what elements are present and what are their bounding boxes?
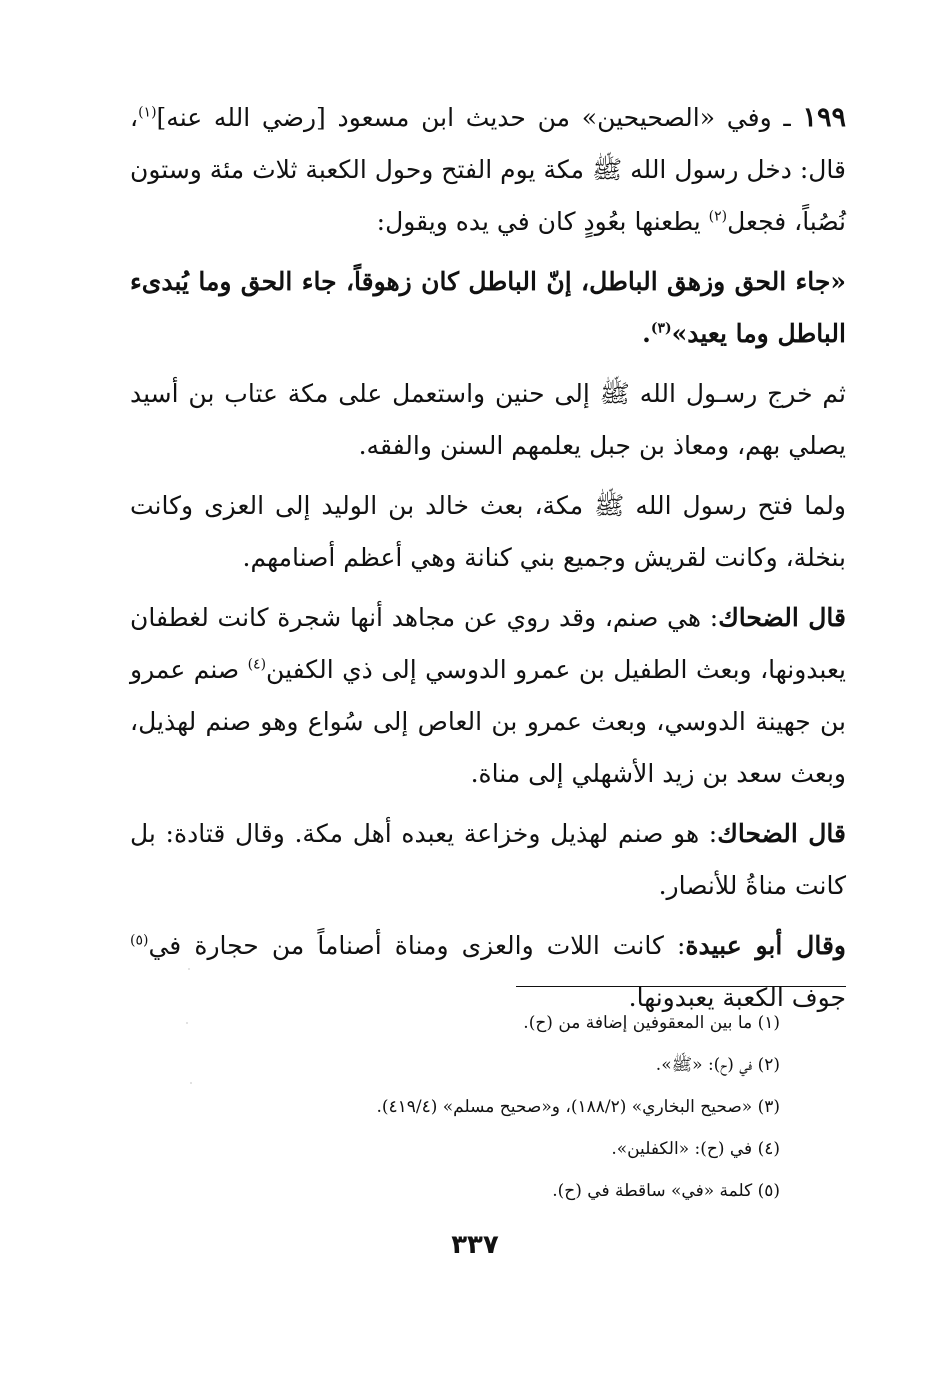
page-number: ٣٣٧ <box>451 1230 499 1260</box>
footnote-ref-1[interactable]: (١) <box>138 104 157 121</box>
paragraph-dahhak-1-text-b: صنم عمرو بن جهينة الدوسي، وبعث عمرو بن العاص إلى سُواع وهو صنم لهذيل، وبعث سعد بن زيد الأشهلي إلى مناة. <box>130 655 846 788</box>
paragraph-dahhak-1-text-a: : هي صنم، وقد روي عن مجاهد أنها شجرة كانت لغطفان يعبدونها، وبعث الطفيل بن عمرو الدوسي إلى ذي الكفين <box>130 603 846 684</box>
footnote-4: (٤) في (ح): «الكفلين». <box>611 1139 780 1159</box>
paragraph-dahhak-1 <box>130 592 846 800</box>
paragraph-abu-ubayda-text-a: : كانت اللات والعزى ومناة أصناماً من حجارة في <box>148 931 686 960</box>
scan-speck <box>190 1082 192 1084</box>
scan-speck <box>186 1022 188 1024</box>
speaker-abu-ubayda: وقال أبو عبيدة <box>685 931 846 960</box>
scan-speck <box>188 968 190 970</box>
hadith-paragraph <box>130 92 846 248</box>
hadith-number: ١٩٩ <box>802 102 847 133</box>
paragraph-dahhak-2 <box>130 808 846 912</box>
hadith-separator: ـ <box>771 103 803 132</box>
paragraph-dahhak-2-text: : هو صنم لهذيل وخزاعة يعبده أهل مكة. وقال قتادة: بل كانت مناةُ للأنصار. <box>130 819 846 900</box>
footnote-ref-5[interactable]: (٥) <box>130 932 149 949</box>
paragraph-uzza: ولما فتح رسول الله ﷺ مكة، بعث خالد بن الوليد إلى العزى وكانت بنخلة، وكانت لقريش وجميع بني كنانة وهي أعظم أصنامهم. <box>130 491 846 572</box>
speaker-dahhak-1: قال الضحاك <box>718 603 846 632</box>
footnote-divider <box>516 986 846 987</box>
speaker-dahhak-2: قال الضحاك <box>717 819 846 848</box>
verse-end: . <box>642 319 651 348</box>
paragraph-hunayn: ثم خرج رسـول الله ﷺ إلى حنين واستعمل على مكة عتاب بن أسيد يصلي بهم، ومعاذ بن جبل يعلمهم السنن والفقه. <box>130 379 846 460</box>
paragraph-abu-ubayda-text-b: جوف الكعبة يعبدونها. <box>628 983 846 1012</box>
footnote-3: (٣) «صحيح البخاري» (١٨٨/٢)، و«صحيح مسلم» (٤١٩/٤). <box>376 1097 780 1117</box>
footnote-ref-2[interactable]: (٢) <box>708 208 728 225</box>
footnote-1: (١) ما بين المعقوفين إضافة من (ح). <box>523 1013 780 1033</box>
footnote-ref-4[interactable]: (٤) <box>247 656 267 673</box>
hadith-text-part-1: وفي «الصحيحين» من حديث ابن مسعود [رضي الله عنه] <box>156 103 772 132</box>
footnote-ref-3[interactable]: (٣) <box>650 320 672 337</box>
footnotes <box>250 1002 780 1212</box>
hadith-text-part-3: يطعنها بعُودٍ كان في يده ويقول: <box>376 207 709 236</box>
quran-verse <box>130 256 846 360</box>
verse-text: «جاء الحق وزهق الباطل، إنّ الباطل كان زهوقاً، جاء الحق وما يُبدىء الباطل وما يعيد» <box>130 267 846 348</box>
footnote-5: (٥) كلمة «في» ساقطة في (ح). <box>552 1181 780 1201</box>
main-text <box>130 92 846 1032</box>
footnote-2: (٢) في (ح): «ﷺ». <box>655 1055 780 1075</box>
hadith-text-part-2: ، قال: دخل رسول الله ﷺ مكة يوم الفتح وحول الكعبة ثلاث مئة وستون نُصُباً، فجعل <box>130 103 846 236</box>
